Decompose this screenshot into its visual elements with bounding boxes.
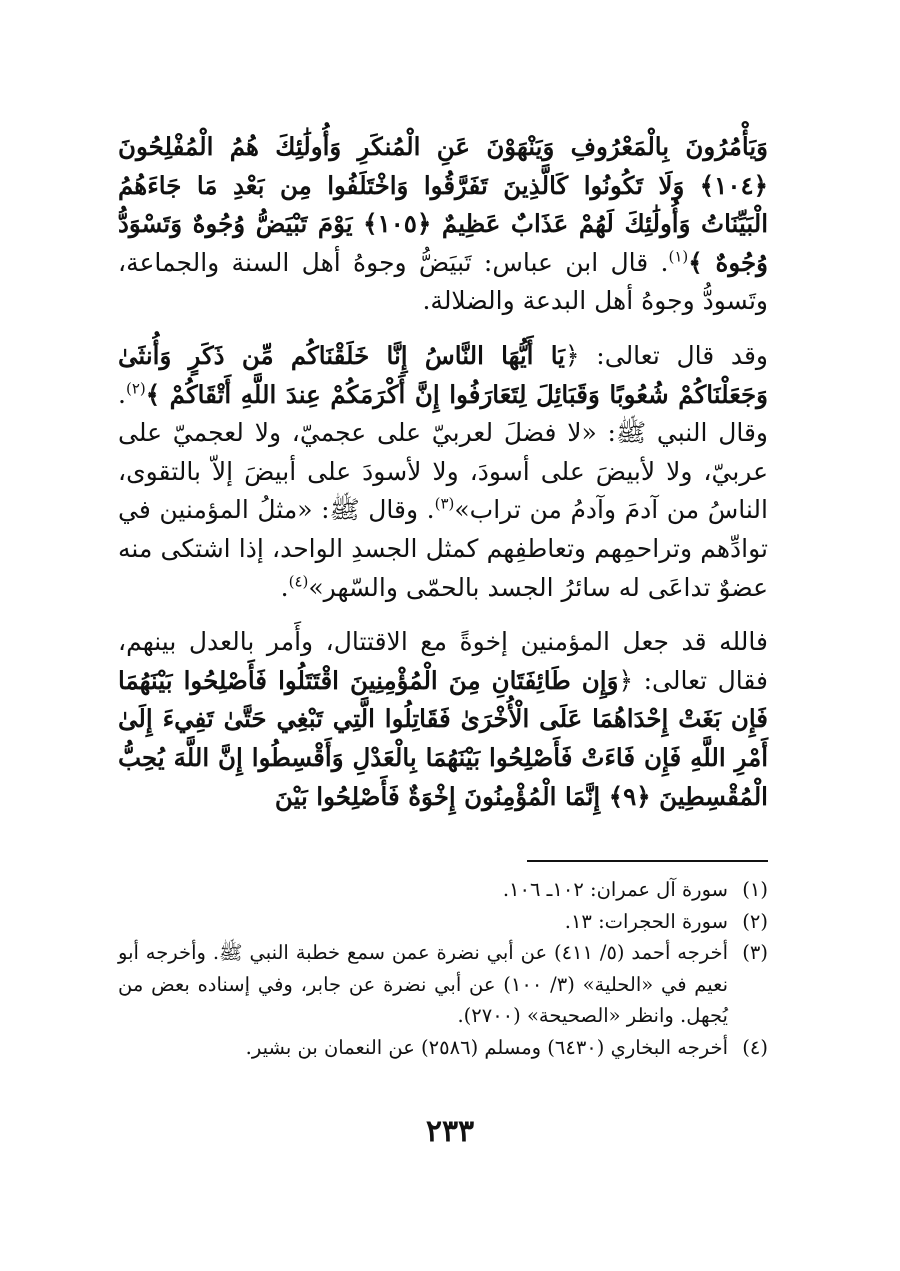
footnote-number: (٢) bbox=[742, 909, 768, 933]
footnote-number: (١) bbox=[742, 878, 768, 901]
footnote-ref: (٢) bbox=[125, 379, 146, 398]
paragraph-2 bbox=[118, 337, 768, 607]
footnote-ref: (٣) bbox=[434, 495, 455, 514]
paragraph-3 bbox=[118, 623, 768, 816]
footnote-text: أخرجه أحمد (٥/ ٤١١) عن أبي نضرة عمن سمع خطبة النبي ﷺ. وأخرجه أبو نعيم في «الحلية» (٣/ ١٠٠) عن أبي نضرة عن جابر، وفي إسناده بعض من يُجهل. وانظر «الصحيحة» (٢٧٠٠). bbox=[118, 941, 728, 1027]
footnote-number: (٤) bbox=[742, 1035, 768, 1059]
paragraph-text: . bbox=[280, 572, 289, 602]
footnote-item bbox=[118, 1032, 768, 1064]
footnote-ref: (١) bbox=[668, 247, 689, 266]
footnote-ref: (٤) bbox=[288, 572, 309, 591]
quran-verse: يَا أَيُّهَا النَّاسُ إِنَّا خَلَقْنَاكُم مِّن ذَكَرٍ وَأُنثَىٰ وَجَعَلْنَاكُمْ شُعُوبًا وَقَبَائِلَ لِتَعَارَفُوا إِنَّ أَكْرَمَكُمْ عِندَ اللَّهِ أَتْقَاكُمْ ﴾ bbox=[118, 340, 768, 409]
page-number: ٢٣٣ bbox=[425, 1114, 475, 1149]
paragraph-text: . قال ابن عباس: تَبيَضُّ وجوهُ أهل السنة والجماعة، وتَسودُّ وجوهُ أهل البدعة والضلالة. bbox=[118, 247, 768, 316]
footnote-text: سورة الحجرات: ١٣. bbox=[564, 909, 728, 933]
page-body bbox=[118, 128, 768, 832]
footnote-text: أخرجه البخاري (٦٤٣٠) ومسلم (٢٥٨٦) عن النعمان بن بشير. bbox=[245, 1035, 728, 1059]
footnote-text: سورة آل عمران: ١٠٢ـ ١٠٦. bbox=[502, 878, 728, 901]
paragraph-1 bbox=[118, 128, 768, 321]
quran-verse: وَإِن طَائِفَتَانِ مِنَ الْمُؤْمِنِينَ اقْتَتَلُوا فَأَصْلِحُوا بَيْنَهُمَا فَإِن بَغَتْ إِحْدَاهُمَا عَلَى الْأُخْرَىٰ فَقَاتِلُوا الَّتِي تَبْغِي حَتَّىٰ تَفِيءَ إِلَىٰ أَمْرِ اللَّهِ فَإِن فَاءَتْ فَأَصْلِحُوا بَيْنَهُمَا بِالْعَدْلِ وَأَقْسِطُوا إِنَّ اللَّهَ يُحِبُّ الْمُقْسِطِينَ ﴿٩﴾ إِنَّمَا الْمُؤْمِنُونَ إِخْوَةٌ فَأَصْلِحُوا بَيْنَ bbox=[118, 665, 768, 811]
quran-verse: وَيَأْمُرُونَ بِالْمَعْرُوفِ وَيَنْهَوْنَ عَنِ الْمُنكَرِ وَأُولَٰئِكَ هُمُ الْمُفْلِحُونَ ﴿١٠٤﴾ وَلَا تَكُونُوا كَالَّذِينَ تَفَرَّقُوا وَاخْتَلَفُوا مِن بَعْدِ مَا جَاءَهُمُ الْبَيِّنَاتُ وَأُولَٰئِكَ لَهُمْ عَذَابٌ عَظِيمٌ ﴿١٠٥﴾ يَوْمَ تَبْيَضُّ وُجُوهٌ وَتَسْوَدُّ وُجُوهٌ ﴾ bbox=[118, 132, 769, 277]
footnote-item bbox=[118, 937, 768, 1032]
footnotes bbox=[118, 874, 768, 1063]
footnote-item bbox=[118, 874, 768, 906]
paragraph-text: وقد قال تعالى: ﴿ bbox=[565, 340, 768, 370]
footnote-number: (٣) bbox=[742, 941, 768, 964]
footnote-item bbox=[118, 906, 768, 938]
paragraph-text: فالله قد جعل المؤمنين إخوةً مع الاقتتال، وأَمر بالعدل بينهم، فقال تعالى: ﴿ bbox=[118, 627, 768, 695]
paragraph-text: . وقال ﷺ: «مثلُ المؤمنين في توادِّهم وتراحمِهم وتعاطفِهم كمثل الجسدِ الواحد، إذا اشتكى منه عضوٌ تداعَى له سائرُ الجسد بالحمّى والسّهر» bbox=[118, 495, 768, 602]
paragraph-text: . وقال النبي ﷺ: «لا فضلَ لعربيّ على عجميّ، ولا لعجميّ على عربيّ، ولا لأبيضَ على أسودَ، ولا لأسودَ على أبيضَ إلاّ بالتقوى، الناسُ من آدمَ وآدمُ من تراب» bbox=[118, 379, 768, 525]
footnote-divider bbox=[527, 860, 768, 862]
